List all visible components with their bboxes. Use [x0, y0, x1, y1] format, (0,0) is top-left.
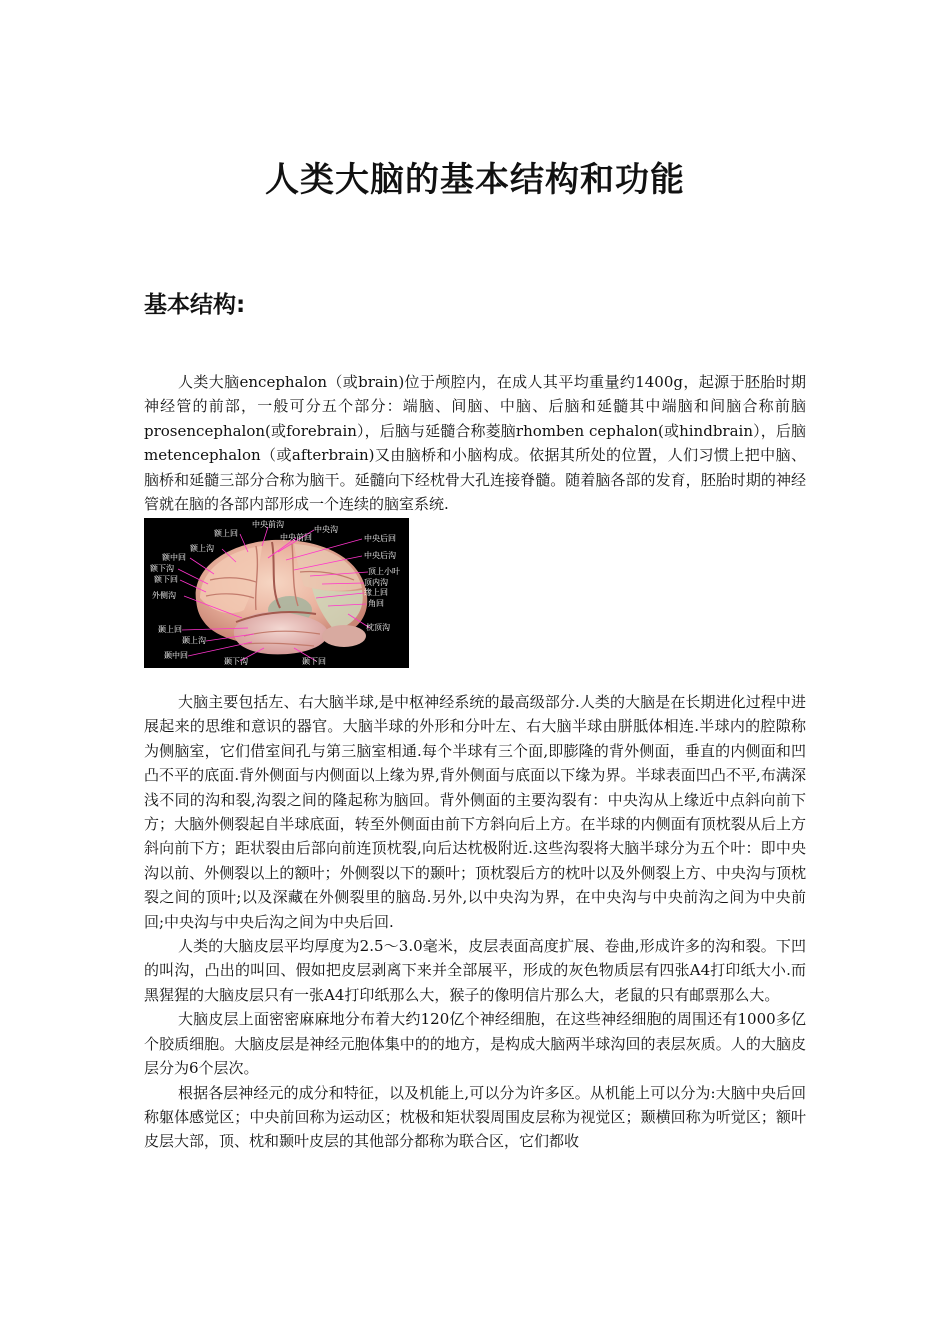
brain-label: 缘上回 — [364, 588, 388, 597]
brain-label: 额中回 — [162, 553, 186, 562]
paragraph: 大脑主要包括左、右大脑半球,是中枢神经系统的最高级部分.人类的大脑是在长期进化过程中进展起来的思维和意识的器官。大脑半球的外形和分叶左、右大脑半球由胼胝体相连.半球内的腔隙称为侧脑室，它们借室间孔与第三脑室相通.每个半球有三个面,即膨隆的背外侧面，垂直的内侧面和凹凸不平的底面.背外侧面与内侧面以上缘为界,背外侧面与底面以下缘为界。半球表面凹凸不平,布满深浅不同的沟和裂,沟裂之间的隆起称为脑回。背外侧面的主要沟裂有：中央沟从上缘近中点斜向前下方；大脑外侧裂起自半球底面，转至外侧面由前下方斜向后上方。在半球的内侧面有顶枕裂从后上方斜向前下方；距状裂由后部向前连顶枕裂,向后达枕极附近.这些沟裂将大脑半球分为五个叶：即中央沟以前、外侧裂以上的额叶；外侧裂以下的颞叶；顶枕裂后方的枕叶以及外侧裂上方、中央沟与顶枕裂之间的顶叶;以及深藏在外侧裂里的脑岛.另外,以中央沟为界，在中央沟与中央前沟之间为中央前回;中央沟与中央后沟之间为中央后回. — [144, 693, 806, 931]
brain-label: 额上沟 — [190, 544, 214, 553]
paragraph: 人类的大脑皮层平均厚度为2.5～3.0毫米，皮层表面高度扩展、卷曲,形成许多的沟和裂。下凹的叫沟，凸出的叫回、假如把皮层剥离下来并全部展平，形成的灰色物质层有四张A4打印纸大小.而黑猩猩的大脑皮层只有一张A4打印纸那么大，猴子的像明信片那么大，老鼠的只有邮票那么大。 — [144, 937, 806, 1004]
brain-label: 额下沟 — [150, 564, 174, 573]
document-title: 人类大脑的基本结构和功能 — [265, 160, 685, 200]
brain-label: 中央前沟 — [252, 520, 284, 529]
paragraph: 根据各层神经元的成分和特征，以及机能上,可以分为许多区。从机能上可以分为:大脑中央后回称躯体感觉区；中央前回称为运动区；枕极和矩状裂周围皮层称为视觉区；颞横回称为听觉区；额叶皮层大部，顶、枕和颞叶皮层的其他部分都称为联合区，它们都收 — [144, 1083, 806, 1151]
brain-label: 枕顶沟 — [366, 623, 390, 632]
paragraph: 大脑皮层上面密密麻麻地分布着大约120亿个神经细胞，在这些神经细胞的周围还有1000多亿个胶质细胞。大脑皮层是神经元胞体集中的的地方，是构成大脑两半球沟回的表层灰质。人的大脑皮层分为6个层次。 — [144, 1010, 806, 1078]
brain-label: 中央后沟 — [364, 551, 396, 560]
brain-label: 中央前回 — [280, 533, 312, 542]
brain-label: 中央后回 — [364, 534, 396, 543]
brain-label: 顶内沟 — [364, 578, 388, 587]
brain-label: 顶上小叶 — [368, 567, 400, 576]
section-heading: 基本结构: — [144, 292, 246, 318]
brain-diagram-image — [144, 518, 409, 668]
brain-label: 中央沟 — [314, 525, 338, 534]
brain-label: 颞下回 — [302, 657, 326, 666]
brain-label: 额上回 — [214, 529, 238, 538]
brain-label: 颞中回 — [164, 651, 188, 660]
brain-label: 颞上回 — [158, 625, 182, 634]
brain-label: 角回 — [368, 599, 384, 608]
paragraph: 人类大脑encephalon（或brain)位于颅腔内，在成人其平均重量约1400g，起源于胚胎时期神经管的前部，一般可分五个部分：端脑、间脑、中脑、后脑和延髓其中端脑和间脑合称前脑prosencephalon(或forebrain），后脑与延髓合称菱脑rhomben cephalon(或hindbrain），后脑metencephalon（或afterbrain)又由脑桥和小脑构成。依据其所处的位置，人们习惯上把中脑、脑桥和延髓三部分合称为脑干。延髓向下经枕骨大孔连接脊髓。随着脑各部的发育，胚胎时期的神经管就在脑的各部内部形成一个连续的脑室系统. — [144, 373, 806, 514]
brain-label: 颞上沟 — [182, 636, 206, 645]
brain-label: 颞下沟 — [224, 657, 248, 666]
brain-label: 额下回 — [154, 575, 178, 584]
brain-label: 外侧沟 — [152, 591, 176, 600]
